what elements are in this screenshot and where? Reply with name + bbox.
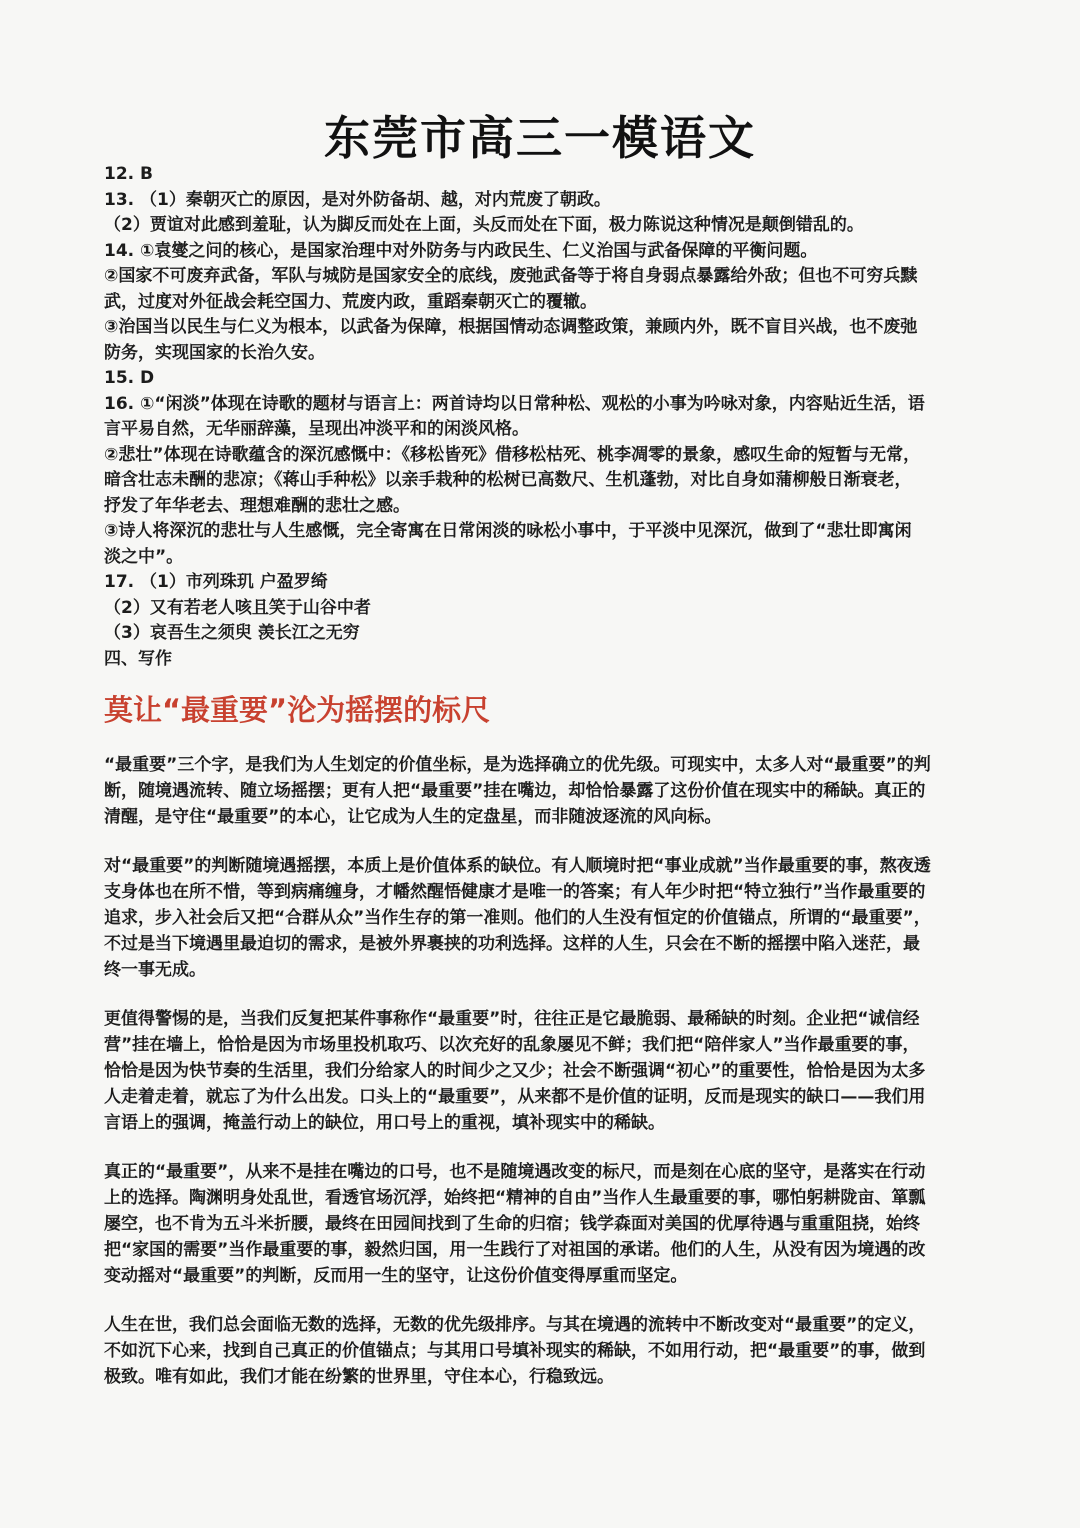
answer-line: （3）哀吾生之须臾 羡长江之无穷: [104, 623, 360, 643]
answer-line: （2）贾谊对此感到羞耻，认为脚反而处在上面，头反而处在下面，极力陈说这种情况是颠倒错乱的。: [104, 215, 864, 235]
answer-line: 四、写作: [104, 648, 172, 669]
answer-line: ③诗人将深沉的悲壮与人生感慨，完全寄寓在日常闲淡的咏松小事中，于平淡中见深沉，做到了“悲壮即寓闲: [104, 521, 912, 541]
essay-paragraph: [104, 1159, 984, 1289]
answer-line: 淡之中”。: [104, 546, 184, 567]
essay-paragraph: [104, 1006, 984, 1136]
essay-line: “最重要”三个字，是我们为人生划定的价值坐标，是为选择确立的优先级。可现实中，太多人对“最重要”的判: [104, 755, 931, 775]
answer-line: ②悲壮”体现在诗歌蕴含的深沉感慨中：《移松皆死》借移松枯死、桃李凋零的景象，感叹生命的短暂与无常，: [104, 444, 921, 465]
essay-line: 极致。唯有如此，我们才能在纷繁的世界里，守住本心，行稳致远。: [104, 1367, 614, 1387]
essay-line: 人走着走着，就忘了为什么出发。口头上的“最重要”，从来都不是价值的证明，反而是现实的缺口——我们用: [104, 1087, 926, 1107]
essay-line: 不过是当下境遇里最迫切的需求，是被外界裹挟的功利选择。这样的人生，只会在不断的摇摆中陷入迷茫，最: [104, 934, 920, 954]
essay-line: 不如沉下心来，找到自己真正的价值锚点；与其用口号填补现实的稀缺，不如用行动，把“最重要”的事，做到: [104, 1341, 926, 1361]
essay-line: 营”挂在墙上，恰恰是因为市场里投机取巧、以次充好的乱象屡见不鲜；我们把“陪伴家人”当作最重要的事，: [104, 1035, 920, 1055]
answer-line: 武，过度对外征战会耗空国力、荒废内政，重蹈秦朝灭亡的覆辙。: [104, 291, 597, 312]
essay-line: 支身体也在所不惜，等到病痛缠身，才幡然醒悟健康才是唯一的答案；有人年少时把“特立独行”当作最重要的: [104, 882, 926, 902]
answer-line: （2）又有若老人咳且笑于山谷中者: [104, 597, 371, 618]
essay-line: 人生在世，我们总会面临无数的选择，无数的优先级排序。与其在境遇的流转中不断改变对“最重要”的定义，: [104, 1315, 926, 1335]
essay-line: 恰恰是因为快节奏的生活里，我们分给家人的时间少之又少；社会不断强调“初心”的重要性，恰恰是因为太多: [104, 1061, 926, 1081]
essay-line: 对“最重要”的判断随境遇摇摆，本质上是价值体系的缺位。有人顺境时把“事业成就”当作最重要的事，熬夜透: [104, 856, 931, 876]
answer-line: 暗含壮志未酬的悲凉；《蒋山手种松》以亲手栽种的松树已高数尺、生机蓬勃，对比自身如蒲柳般日渐衰老，: [104, 470, 912, 490]
answer-line: 16. ①“闲淡”体现在诗歌的题材与语言上：两首诗均以日常种松、观松的小事为吟咏对象，内容贴近生活，语: [104, 393, 925, 414]
page-title: 东莞市高三一模语文: [324, 111, 756, 165]
answer-line: 17. （1）市列珠玑 户盈罗绮: [104, 572, 328, 592]
essay-paragraph: [104, 1312, 984, 1390]
essay-paragraph: [104, 853, 984, 983]
answer-line: 抒发了年华老去、理想难酬的悲壮之感。: [104, 495, 410, 516]
essay-line: 更值得警惕的是，当我们反复把某件事称作“最重要”时，往往正是它最脆弱、最稀缺的时刻。企业把“诚信经: [104, 1009, 920, 1029]
essay-line: 屡空，也不肯为五斗米折腰，最终在田园间找到了生命的归宿；钱学森面对美国的优厚待遇与重重阻挠，始终: [104, 1214, 920, 1234]
essay-line: 上的选择。陶渊明身处乱世，看透官场沉浮，始终把“精神的自由”当作人生最重要的事，哪怕躬耕陇亩、箪瓢: [104, 1188, 926, 1208]
essay-line: 言语上的强调，掩盖行动上的缺位，用口号上的重视，填补现实中的稀缺。: [104, 1113, 665, 1133]
answer-line: 13. （1）秦朝灭亡的原因，是对外防备胡、越，对内荒废了朝政。: [104, 189, 611, 210]
essay-line: 断，随境遇流转、随立场摇摆；更有人把“最重要”挂在嘴边，却恰恰暴露了这份价值在现实中的稀缺。真正的: [104, 781, 926, 801]
answer-line: 防务，实现国家的长治久安。: [104, 342, 325, 363]
essay-line: 追求，步入社会后又把“合群从众”当作生存的第一准则。他们的人生没有恒定的价值锚点，所谓的“最重要”，: [104, 908, 931, 928]
essay-line: 真正的“最重要”，从来不是挂在嘴边的口号，也不是随境遇改变的标尺，而是刻在心底的坚守，是落实在行动: [104, 1162, 926, 1182]
essay-paragraph: [104, 752, 984, 830]
essay-line: 清醒，是守住“最重要”的本心，让它成为人生的定盘星，而非随波逐流的风向标。: [104, 807, 722, 827]
essay-body: [104, 752, 984, 1413]
answer-line: 15. D: [104, 368, 155, 388]
answer-line: 14. ①袁燮之问的核心，是国家治理中对外防务与内政民生、仁义治国与武备保障的平衡问题。: [104, 240, 818, 261]
answer-key: [104, 162, 984, 672]
answer-line: 言平易自然，无华丽辞藻，呈现出冲淡平和的闲淡风格。: [104, 419, 529, 439]
essay-line: 变动摇对“最重要”的判断，反而用一生的坚守，让这份价值变得厚重而坚定。: [104, 1266, 688, 1286]
essay-title: 莫让“最重要”沦为摇摆的标尺: [104, 693, 491, 727]
answer-line: ②国家不可废弃武备，军队与城防是国家安全的底线，废弛武备等于将自身弱点暴露给外敌；但也不可穷兵黩: [104, 266, 918, 286]
answer-line: ③治国当以民生与仁义为根本，以武备为保障，根据国情动态调整政策，兼顾内外，既不盲目兴战，也不废弛: [104, 317, 918, 337]
essay-line: 终一事无成。: [104, 960, 206, 980]
answer-line: 12. B: [104, 164, 153, 184]
essay-line: 把“家国的需要”当作最重要的事，毅然归国，用一生践行了对祖国的承诺。他们的人生，从没有因为境遇的改: [104, 1240, 926, 1260]
